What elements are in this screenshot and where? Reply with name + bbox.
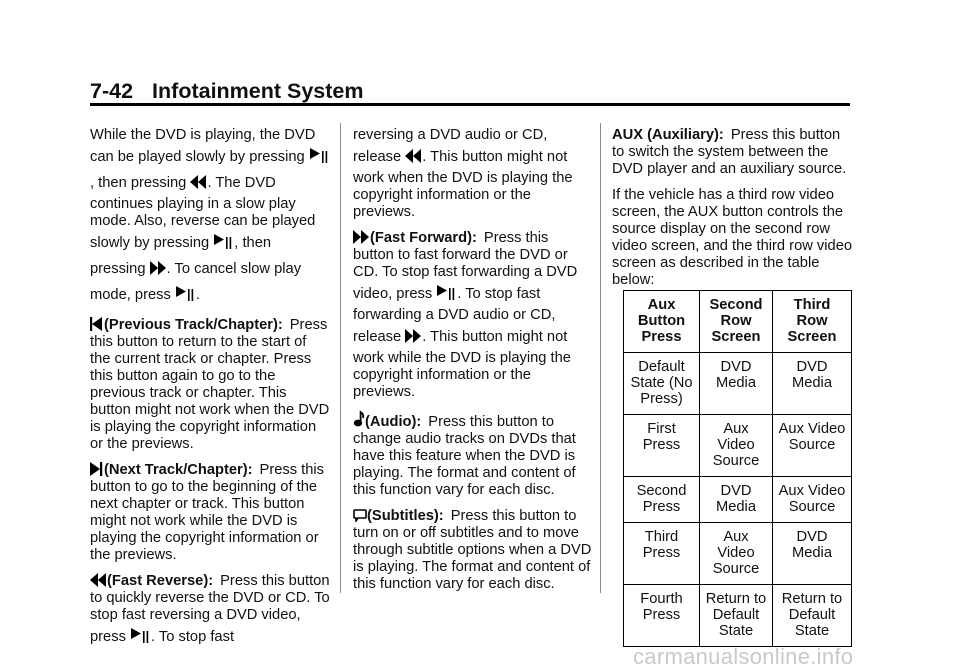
aux-button-table [623, 290, 852, 647]
table-cell: Aux Video Source [773, 415, 852, 477]
table-row [624, 477, 852, 523]
subtitles-body: Press this button to turn on or off subtitles and to move through subtitle options when a DVD is playing. The format and content of this function vary for each disc. [353, 508, 592, 592]
column-3 [612, 127, 854, 647]
fast-forward-body-b: . To stop fast forwarding a DVD audio or CD, release [353, 286, 556, 345]
slow-play-text-f: . [195, 287, 201, 303]
next-track-body: Press this button to go to the beginning of the next chapter or track. This button might not work while the DVD is playing the copyright information or the previews. [90, 462, 325, 563]
column-divider-2 [600, 123, 601, 593]
table-row [624, 585, 852, 647]
next-track-paragraph [90, 462, 330, 564]
page-number: 7-42 [90, 79, 134, 103]
fast-reverse-icon [90, 573, 107, 587]
play-pause-icon [213, 233, 234, 249]
fast-reverse-body-b: . To stop fast [151, 629, 235, 645]
header-rule [90, 103, 850, 106]
table-header: Second Row Screen [700, 291, 773, 353]
fast-reverse-cont-b: . This button might not work when the DVD is playing the copyright information or the previews. [353, 149, 573, 220]
table-cell: Third Press [624, 523, 700, 585]
table-header: Aux Button Press [624, 291, 700, 353]
table-cell: Fourth Press [624, 585, 700, 647]
slow-play-text-b: , then pressing [90, 175, 187, 191]
table-row [624, 415, 852, 477]
fast-forward-paragraph [353, 230, 593, 401]
aux-term: AUX (Auxiliary): [612, 127, 724, 143]
watermark-text[interactable]: carmanualsonline.info [633, 644, 854, 669]
subtitles-term: (Subtitles): [367, 508, 444, 524]
subtitles-paragraph [353, 508, 593, 593]
fast-reverse-cont-a: reversing a DVD audio or CD, release [353, 127, 548, 165]
table-cell: Aux Video Source [700, 523, 773, 585]
fast-reverse-icon [190, 175, 207, 189]
fast-forward-icon [353, 230, 370, 244]
table-cell: First Press [624, 415, 700, 477]
slow-play-text-d: , then pressing [90, 235, 272, 277]
aux-paragraph [612, 127, 854, 178]
next-track-icon [90, 462, 104, 476]
table-cell: DVD Media [773, 353, 852, 415]
third-row-paragraph: If the vehicle has a third row video screen, the AUX button controls the source display on the second row video screen, and the third row video screen as described in the table below: [612, 187, 853, 288]
play-pause-icon [130, 627, 151, 643]
table-header-row [624, 291, 852, 353]
table-cell: Return to Default State [773, 585, 852, 647]
audio-term: (Audio): [365, 414, 422, 430]
slow-play-text-a: While the DVD is playing, the DVD can be played slowly by pressing [90, 127, 316, 165]
aux-body: Press this button to switch the system between the DVD player and an auxiliary source. [612, 127, 847, 177]
table-row [624, 523, 852, 585]
play-pause-icon [175, 285, 196, 301]
fast-forward-icon [405, 329, 422, 343]
previous-track-body: Press this button to return to the start of the current track or chapter. Press this button again to go to the previous track or chapter. This button might not work when the DVD is playing the copyright information or the previews. [90, 317, 330, 452]
next-track-term: (Next Track/Chapter): [104, 462, 253, 478]
slow-play-text-e: . To cancel slow play mode, press [90, 261, 302, 303]
section-title: Infotainment System [152, 79, 364, 103]
audio-icon [353, 410, 365, 428]
table-cell: DVD Media [773, 523, 852, 585]
table-cell: DVD Media [700, 477, 773, 523]
previous-track-term: (Previous Track/Chapter): [104, 317, 283, 333]
column-2 [353, 127, 593, 602]
audio-paragraph [353, 410, 593, 499]
fast-forward-icon [150, 261, 167, 275]
table-row [624, 353, 852, 415]
table-cell: Aux Video Source [700, 415, 773, 477]
fast-reverse-paragraph [90, 573, 330, 650]
table-cell: DVD Media [700, 353, 773, 415]
column-divider-1 [340, 123, 341, 593]
column-1 [90, 127, 330, 650]
page-header [90, 81, 364, 103]
table-cell: Aux Video Source [773, 477, 852, 523]
slow-play-text-c: . The DVD continues playing in a slow play mode. Also, reverse can be played slowly by pressing [90, 175, 316, 251]
fast-forward-body-c: . This button might not work while the DVD is playing the copyright information or the previews. [353, 329, 571, 400]
play-pause-icon [436, 284, 457, 300]
fast-reverse-term: (Fast Reverse): [107, 573, 214, 589]
table-header: Third Row Screen [773, 291, 852, 353]
fast-forward-body-a: Press this button to fast forward the DVD or CD. To stop fast forwarding a DVD video, press [353, 230, 578, 302]
table-cell: Default State (No Press) [624, 353, 700, 415]
fast-reverse-continued [353, 127, 593, 221]
subtitles-icon [353, 509, 367, 522]
play-pause-icon [309, 147, 330, 163]
fast-forward-term: (Fast Forward): [370, 230, 477, 246]
previous-track-paragraph [90, 317, 330, 453]
fast-reverse-icon [405, 149, 422, 163]
table-cell: Second Press [624, 477, 700, 523]
audio-body: Press this button to change audio tracks on DVDs that have this feature when the DVD is playing. The format and content of this function vary for each disc. [353, 414, 576, 498]
table-cell: Return to Default State [700, 585, 773, 647]
fast-reverse-body-a: Press this button to quickly reverse the DVD or CD. To stop fast reversing a DVD video, press [90, 573, 330, 645]
slow-play-paragraph [90, 127, 330, 308]
previous-track-icon [90, 317, 104, 331]
